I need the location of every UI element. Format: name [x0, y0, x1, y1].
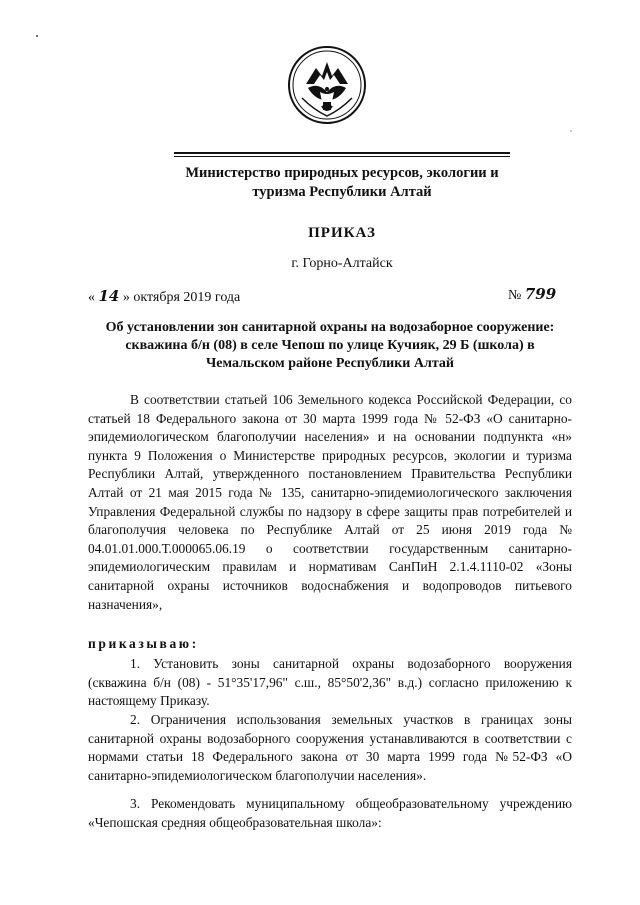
ministry-name: [150, 164, 534, 202]
document-type: ПРИКАЗ: [308, 225, 376, 241]
document-city: г. Горно-Алтайск: [291, 256, 393, 271]
document-subject: Об установлении зон санитарной охраны на водозаборное сооружение: скважина б/н (08) в селе Чепош по улице Кучияк, 29 Б (школа) в Чемальском районе Республики Алтай: [105, 320, 555, 371]
document-number: [508, 285, 556, 304]
ministry-line-2: туризма Республики Алтай: [252, 184, 432, 200]
header-rule-thin: [174, 156, 510, 157]
ministry-line-1: Министерство природных ресурсов, экологии и: [185, 165, 499, 181]
date-day-handwritten: 14: [98, 287, 120, 305]
preamble-paragraph: В соответствии статьей 106 Земельного кодекса Российской Федерации, со статьей 18 Федерального закона от 30 марта 1999 года № 52-ФЗ «О санитарно-эпидемиологическом благополучии населения» и на основании подпункта «н» пункта 9 Положения о Министерстве природных ресурсов, экологии и туризма Республики Алтай, утвержденного постановлением Правительства Республики Алтай от 21 мая 2015 года № 135, санитарно-эпидемиологического заключения Управления Федеральной службы по надзору в сфере защиты прав потребителей и благополучия человека по Республике Алтай от 25 июня 2019 года № 04.01.01.000.Т.000065.06.19 о соответствии государственным санитарно-эпидемиологическим правилам и нормативам СанПиН 2.1.4.1110-02 «Зоны санитарной охраны источников водоснабжения и водопроводов питьевого назначения»,: [88, 392, 572, 612]
order-item-3: 3. Рекомендовать муниципальному общеобразовательному учреждению «Чепошская средняя общеобразовательная школа»:: [88, 796, 572, 830]
order-item-1: 1. Установить зоны санитарной охраны водозаборного вооружения (скважина б/н (08) - 51°35'17,96" с.ш., 85°50'2,36" в.д.) согласно приложению к настоящему Приказу.: [88, 656, 572, 709]
number-label: №: [508, 288, 522, 303]
coat-of-arms-icon: [284, 44, 370, 126]
order-item-2: 2. Ограничения использования земельных участков в границах зоны санитарной охраны водозаборного сооружения устанавливаются в соответствии с нормами статьи 18 Федерального закона от 30 марта 1999 года №52-ФЗ «О санитарно-эпидемиологическом благополучии населения».: [88, 712, 572, 783]
date-rest: » октября 2019 года: [122, 290, 241, 305]
number-value-handwritten: 799: [524, 285, 557, 303]
header-rule-thick: [174, 152, 510, 154]
date-open-quote: «: [88, 290, 95, 305]
decree-word: приказываю:: [88, 636, 199, 651]
scan-speck: [570, 130, 572, 132]
document-date: [88, 287, 240, 306]
scan-speck: [36, 35, 38, 37]
